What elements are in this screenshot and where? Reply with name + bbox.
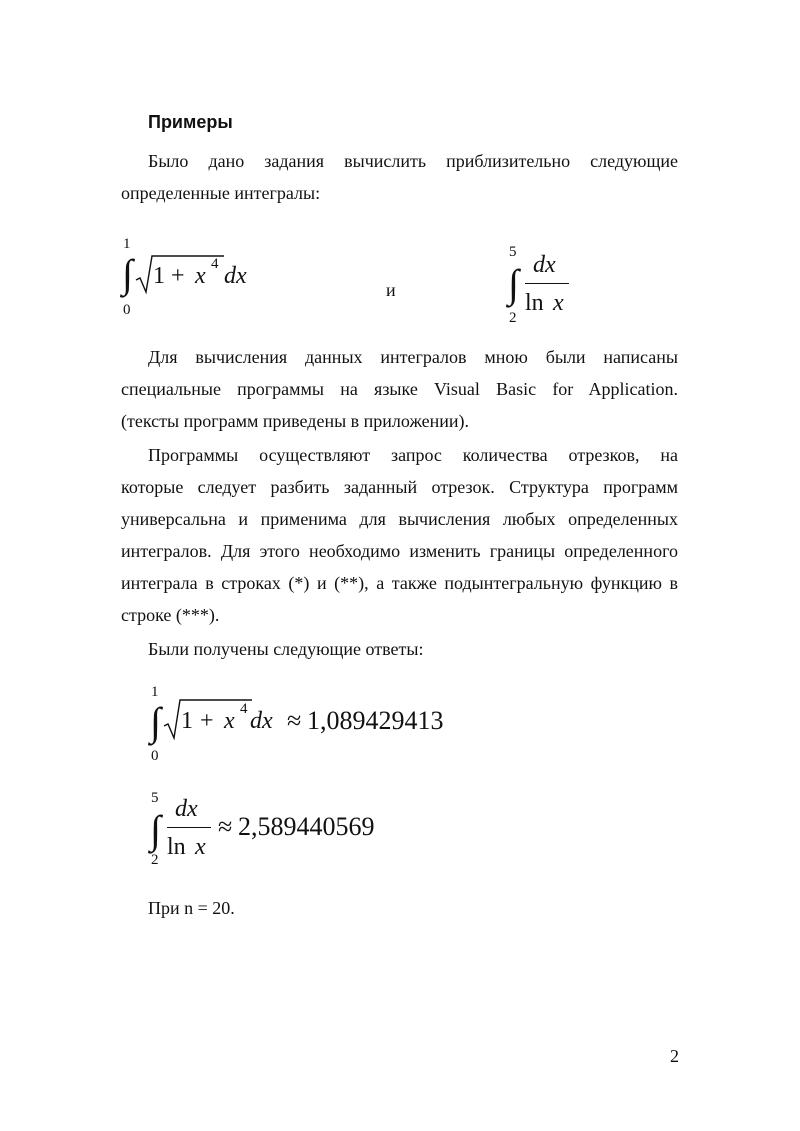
approx-sign: ≈ [287,706,302,735]
fraction-numerator: dx [533,252,556,278]
lower-limit: 2 [509,310,517,326]
upper-limit: 5 [151,790,159,806]
approx-sign: ≈ [218,812,233,841]
structure-line-4: интегралов. Для этого необходимо изменить границы определенного [121,541,678,561]
fraction-denominator-x: x [553,290,564,316]
upper-limit: 1 [151,684,159,700]
programs-line-3: (тексты программ приведены в приложении). [121,411,470,431]
exponent: 4 [240,701,248,717]
plus-sign: + [171,263,185,289]
lower-limit: 2 [151,852,159,868]
structure-line-3: универсальна и применима для вычисления любых определенных [121,509,678,529]
answer-value-2: 2,589440569 [238,812,375,841]
upper-limit: 1 [123,236,131,252]
programs-line-2: специальные программы на языке Visual Basic for Application. [121,379,678,399]
conjunction: и [386,280,396,300]
answer-formula-2 [148,790,408,880]
programs-line-1: Для вычисления данных интегралов мною были написаны [148,347,678,367]
integral-sign-icon: ∫ [508,261,519,306]
page-number: 2 [670,1046,679,1066]
fraction-denominator-ln: ln [525,290,544,316]
variable-x: x [224,708,235,734]
plus-sign: + [200,708,214,734]
fraction-denominator-ln: ln [167,834,186,860]
lower-limit: 0 [151,748,159,764]
exponent: 4 [211,256,219,272]
differential: dx [250,708,273,734]
section-heading: Примеры [148,112,233,132]
integral-sign-icon: ∫ [150,699,161,744]
fraction-denominator-x: x [195,834,206,860]
integral-sign-icon: ∫ [150,807,161,852]
answers-intro: Были получены следующие ответы: [148,639,424,659]
variable-x: x [195,263,206,289]
answer-formula-1 [148,684,478,774]
radicand-one: 1 [153,263,165,289]
answer-value-1: 1,089429413 [307,706,444,735]
fraction-bar [525,283,569,284]
structure-line-2: которые следует разбить заданный отрезок. Структура программ [121,477,678,497]
integral-sign-icon: ∫ [122,251,133,296]
structure-line-5: интеграла в строках (*) и (**), а также подынтегральную функцию в [121,573,678,593]
fraction-numerator: dx [175,796,198,822]
lower-limit: 0 [123,302,131,318]
intro-paragraph: Было дано задания вычислить приблизительно следующие определенные интегралы: [121,151,678,203]
upper-limit: 5 [509,244,517,260]
integral-formula-1 [121,236,271,326]
radicand-one: 1 [181,708,193,734]
fraction-bar [167,827,211,828]
n-value-line: При n = 20. [148,898,235,918]
structure-line-6: строке (***). [121,605,220,625]
structure-line-1: Программы осуществляют запрос количества отрезков, на [148,445,678,465]
integral-formula-2 [505,244,585,334]
differential: dx [224,263,247,289]
